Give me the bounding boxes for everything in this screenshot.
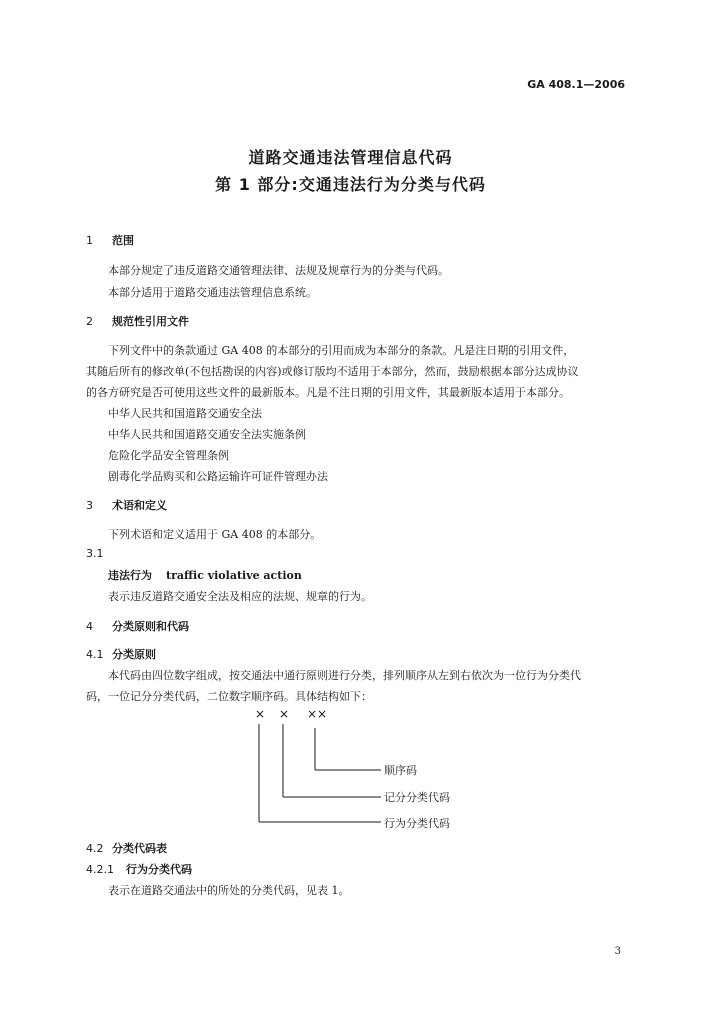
section-1-heading [86,232,134,248]
document-title: 道路交通违法管理信息代码 [248,148,453,167]
term-definition: 表示违反道路交通安全法及相应的法规、规章的行为。 [108,590,372,603]
paragraph: 表示在道路交通法中的所处的分类代码，见表 1。 [108,884,350,897]
section-title: 术语和定义 [112,499,167,512]
diagram-mark-behavior: × [255,707,266,721]
paragraph-line: 其随后所有的修改单(不包括勘误的内容)或修订版均不适用于本部分，然而，鼓励根据本部分达成协议 [86,365,579,378]
term-entry [108,567,302,583]
diagram-label-sequence: 顺序码 [384,764,417,777]
reference-item: 中华人民共和国道路交通安全法 [108,407,262,420]
section-number: 4 [86,620,93,633]
paragraph: 本部分适用于道路交通违法管理信息系统。 [108,286,317,299]
section-title: 范围 [112,234,134,247]
section-number: 1 [86,234,93,247]
section-number: 4.2 [86,842,104,855]
document-subtitle: 第 1 部分:交通违法行为分类与代码 [215,175,486,194]
diagram-mark-seq: ×× [307,707,328,721]
subsection-4-1-heading [86,646,156,662]
reference-item: 剧毒化学品购买和公路运输许可证件管理办法 [108,470,328,483]
section-number: 2 [86,315,93,328]
subsection-number: 3.1 [86,547,104,560]
term-chinese: 违法行为 [108,569,152,582]
paragraph-line: 下列文件中的条款通过 GA 408 的本部分的引用而成为本部分的条款。凡是注日期的引用文件， [108,344,575,357]
section-title: 分类原则 [112,648,156,661]
standard-number: GA 408.1—2006 [527,78,625,91]
reference-item: 危险化学品安全管理条例 [108,449,229,462]
section-title: 分类代码表 [112,842,167,855]
section-3-heading [86,497,167,513]
term-english: traffic violative action [166,569,302,582]
diagram-label-behavior: 行为分类代码 [384,817,450,830]
diagram-label-score: 记分分类代码 [384,791,450,804]
section-title: 规范性引用文件 [112,315,189,328]
paragraph: 下列术语和定义适用于 GA 408 的本部分。 [108,528,322,541]
paragraph-line: 的各方研究是否可使用这些文件的最新版本。凡是不注日期的引用文件，其最新版本适用于本部分。 [86,386,570,399]
paragraph-line: 码，一位记分分类代码，二位数字顺序码。具体结构如下： [86,690,372,703]
paragraph-line: 本代码由四位数字组成，按交通法中通行原则进行分类，排列顺序从左到右依次为一位行为分类代 [108,669,581,682]
subsection-4-2-1-heading [86,861,192,877]
page-number: 3 [614,946,621,957]
paragraph: 本部分规定了违反道路交通管理法律、法规及规章行为的分类与代码。 [108,264,449,277]
section-number: 4.2.1 [86,863,114,876]
section-title: 分类原则和代码 [112,620,189,633]
section-2-heading [86,313,189,329]
section-number: 4.1 [86,648,104,661]
section-4-heading [86,618,189,634]
diagram-mark-score: × [279,707,290,721]
reference-item: 中华人民共和国道路交通安全法实施条例 [108,428,306,441]
section-number: 3 [86,499,93,512]
section-title: 行为分类代码 [126,863,192,876]
subsection-4-2-heading [86,840,167,856]
